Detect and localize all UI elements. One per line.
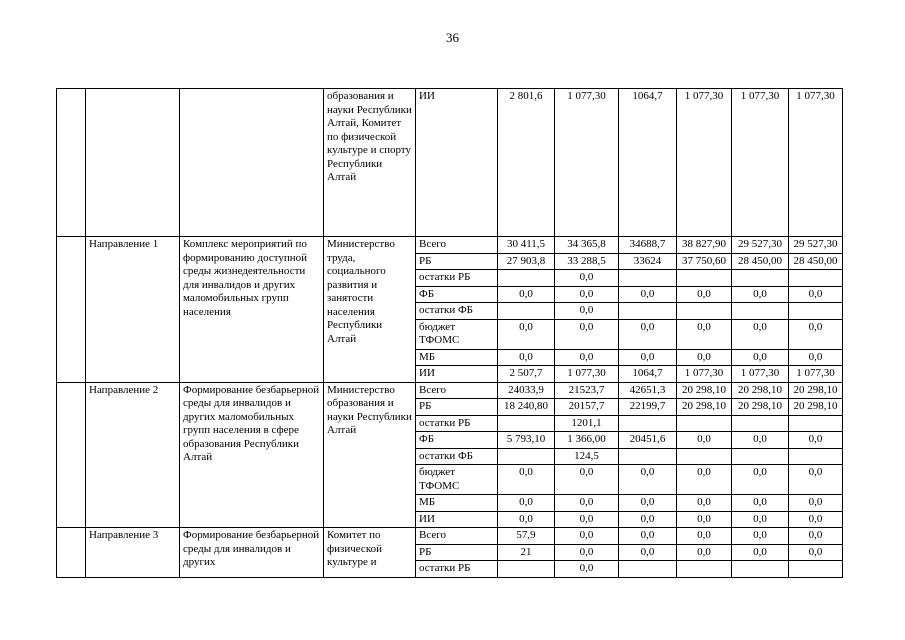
year-value-cell [789,561,843,578]
year-value-cell: 21 [498,544,555,561]
year-value-cell: 0,0 [619,495,677,512]
funding-source-cell: Всего [416,382,498,399]
year-value-cell: 0,0 [789,349,843,366]
year-value-cell: 0,0 [619,319,677,349]
year-value-cell: 18 240,80 [498,399,555,416]
executor-cell: Министерство труда, социального развития и занятости населения Республики Алтай [324,237,416,383]
year-value-cell: 20157,7 [555,399,619,416]
year-value-cell [677,303,732,320]
year-value-cell: 0,0 [498,286,555,303]
year-value-cell [732,561,789,578]
year-value-cell: 0,0 [555,511,619,528]
year-value-cell: 0,0 [619,528,677,545]
year-value-cell: 0,0 [498,349,555,366]
year-value-cell: 1 077,30 [732,89,789,237]
year-value-cell: 33 288,5 [555,253,619,270]
year-value-cell [789,415,843,432]
year-value-cell: 28 450,00 [789,253,843,270]
year-value-cell: 37 750,60 [677,253,732,270]
year-value-cell: 28 450,00 [732,253,789,270]
year-value-cell [498,448,555,465]
year-value-cell: 1 077,30 [732,366,789,383]
year-value-cell: 0,0 [732,544,789,561]
year-value-cell: 30 411,5 [498,237,555,254]
year-value-cell: 0,0 [677,349,732,366]
executor-cell: образования и науки Республики Алтай, Комитет по физической культуре и спорту Республики Алтай [324,89,416,237]
year-value-cell: 0,0 [555,270,619,287]
measure-name-cell: Комплекс мероприятий по формированию доступной среды жизнедеятельности для инвалидов и других маломобильных групп населения [180,237,324,383]
year-value-cell: 0,0 [677,465,732,495]
year-value-cell: 0,0 [732,495,789,512]
year-value-cell: 1 366,00 [555,432,619,449]
year-value-cell: 0,0 [619,511,677,528]
year-value-cell: 34 365,8 [555,237,619,254]
year-value-cell: 0,0 [732,286,789,303]
year-value-cell: 0,0 [789,465,843,495]
year-value-cell: 0,0 [555,495,619,512]
executor-cell: Министерство образования и науки Республики Алтай [324,382,416,528]
year-value-cell: 34688,7 [619,237,677,254]
year-value-cell: 33624 [619,253,677,270]
row-index-cell [57,382,86,528]
funding-source-cell: МБ [416,349,498,366]
funding-source-cell: ФБ [416,286,498,303]
year-value-cell: 0,0 [555,349,619,366]
row-index-cell [57,528,86,578]
year-value-cell [619,561,677,578]
year-value-cell [732,270,789,287]
funding-source-cell: остатки РБ [416,270,498,287]
year-value-cell [732,303,789,320]
year-value-cell: 5 793,10 [498,432,555,449]
funding-source-cell: бюджет ТФОМС [416,319,498,349]
page-number: 36 [446,30,459,45]
row-index-cell [57,237,86,383]
year-value-cell [619,448,677,465]
year-value-cell: 0,0 [555,303,619,320]
year-value-cell: 0,0 [789,286,843,303]
year-value-cell: 0,0 [732,528,789,545]
year-value-cell: 0,0 [498,465,555,495]
year-value-cell [789,448,843,465]
year-value-cell: 21523,7 [555,382,619,399]
year-value-cell: 24033,9 [498,382,555,399]
year-value-cell [498,270,555,287]
row-index-cell [57,89,86,237]
year-value-cell [789,270,843,287]
year-value-cell: 0,0 [555,286,619,303]
direction-cell [86,89,180,237]
year-value-cell: 0,0 [619,465,677,495]
funding-source-cell: остатки РБ [416,415,498,432]
table-row [57,382,843,399]
year-value-cell: 0,0 [677,432,732,449]
year-value-cell [498,415,555,432]
year-value-cell: 0,0 [677,544,732,561]
year-value-cell: 20451,6 [619,432,677,449]
year-value-cell: 0,0 [732,432,789,449]
year-value-cell: 2 801,6 [498,89,555,237]
funding-source-cell: бюджет ТФОМС [416,465,498,495]
funding-source-cell: остатки ФБ [416,303,498,320]
year-value-cell: 20 298,10 [677,399,732,416]
year-value-cell: 1064,7 [619,89,677,237]
table-row [57,89,843,237]
year-value-cell [732,448,789,465]
measure-name-cell: Формирование безбарьерной среды для инвалидов и других маломобильных групп населения в сфере образования Республики Алтай [180,382,324,528]
year-value-cell: 124,5 [555,448,619,465]
year-value-cell: 38 827,90 [677,237,732,254]
year-value-cell: 0,0 [555,561,619,578]
funding-source-cell: РБ [416,399,498,416]
year-value-cell: 22199,7 [619,399,677,416]
year-value-cell: 0,0 [789,544,843,561]
year-value-cell [789,303,843,320]
funding-source-cell: остатки РБ [416,561,498,578]
year-value-cell: 0,0 [677,319,732,349]
direction-cell: Направление 2 [86,382,180,528]
year-value-cell: 0,0 [555,319,619,349]
year-value-cell: 0,0 [789,319,843,349]
year-value-cell: 1 077,30 [677,366,732,383]
year-value-cell: 1064,7 [619,366,677,383]
year-value-cell: 0,0 [732,319,789,349]
direction-cell: Направление 3 [86,528,180,578]
year-value-cell: 0,0 [732,511,789,528]
year-value-cell: 0,0 [677,495,732,512]
year-value-cell: 1 077,30 [677,89,732,237]
year-value-cell: 0,0 [555,465,619,495]
year-value-cell: 0,0 [498,319,555,349]
year-value-cell [498,561,555,578]
year-value-cell: 42651,3 [619,382,677,399]
year-value-cell [677,270,732,287]
year-value-cell: 20 298,10 [732,382,789,399]
funding-source-cell: ИИ [416,89,498,237]
year-value-cell [619,303,677,320]
year-value-cell [619,270,677,287]
funding-source-cell: Всего [416,528,498,545]
year-value-cell: 20 298,10 [732,399,789,416]
executor-cell: Комитет по физической культуре и [324,528,416,578]
year-value-cell: 0,0 [732,349,789,366]
year-value-cell [498,303,555,320]
funding-source-cell: ИИ [416,366,498,383]
year-value-cell: 1 077,30 [555,89,619,237]
year-value-cell: 0,0 [619,544,677,561]
year-value-cell: 0,0 [789,528,843,545]
year-value-cell: 1201,1 [555,415,619,432]
measure-name-cell [180,89,324,237]
year-value-cell: 0,0 [498,511,555,528]
year-value-cell: 20 298,10 [789,399,843,416]
funding-source-cell: ФБ [416,432,498,449]
year-value-cell: 1 077,30 [789,366,843,383]
direction-cell: Направление 1 [86,237,180,383]
funding-source-cell: РБ [416,544,498,561]
year-value-cell: 0,0 [619,286,677,303]
measure-name-cell: Формирование безбарьерной среды для инвалидов и других [180,528,324,578]
table-row [57,237,843,254]
table-row [57,528,843,545]
year-value-cell: 20 298,10 [789,382,843,399]
year-value-cell [677,415,732,432]
year-value-cell: 0,0 [555,528,619,545]
year-value-cell: 27 903,8 [498,253,555,270]
year-value-cell: 1 077,30 [789,89,843,237]
year-value-cell: 0,0 [619,349,677,366]
year-value-cell [677,561,732,578]
year-value-cell: 0,0 [732,465,789,495]
year-value-cell: 57,9 [498,528,555,545]
year-value-cell: 29 527,30 [732,237,789,254]
year-value-cell: 0,0 [677,528,732,545]
year-value-cell: 0,0 [677,286,732,303]
funding-source-cell: Всего [416,237,498,254]
year-value-cell [677,448,732,465]
funding-source-cell: ИИ [416,511,498,528]
year-value-cell [732,415,789,432]
year-value-cell: 0,0 [789,511,843,528]
funding-source-cell: остатки ФБ [416,448,498,465]
year-value-cell: 20 298,10 [677,382,732,399]
year-value-cell: 0,0 [789,432,843,449]
year-value-cell: 29 527,30 [789,237,843,254]
year-value-cell: 0,0 [498,495,555,512]
funding-table [56,88,843,578]
funding-source-cell: МБ [416,495,498,512]
funding-source-cell: РБ [416,253,498,270]
year-value-cell: 2 507,7 [498,366,555,383]
year-value-cell: 0,0 [789,495,843,512]
year-value-cell [619,415,677,432]
year-value-cell: 0,0 [555,544,619,561]
year-value-cell: 0,0 [677,511,732,528]
table-body [57,89,843,578]
year-value-cell: 1 077,30 [555,366,619,383]
